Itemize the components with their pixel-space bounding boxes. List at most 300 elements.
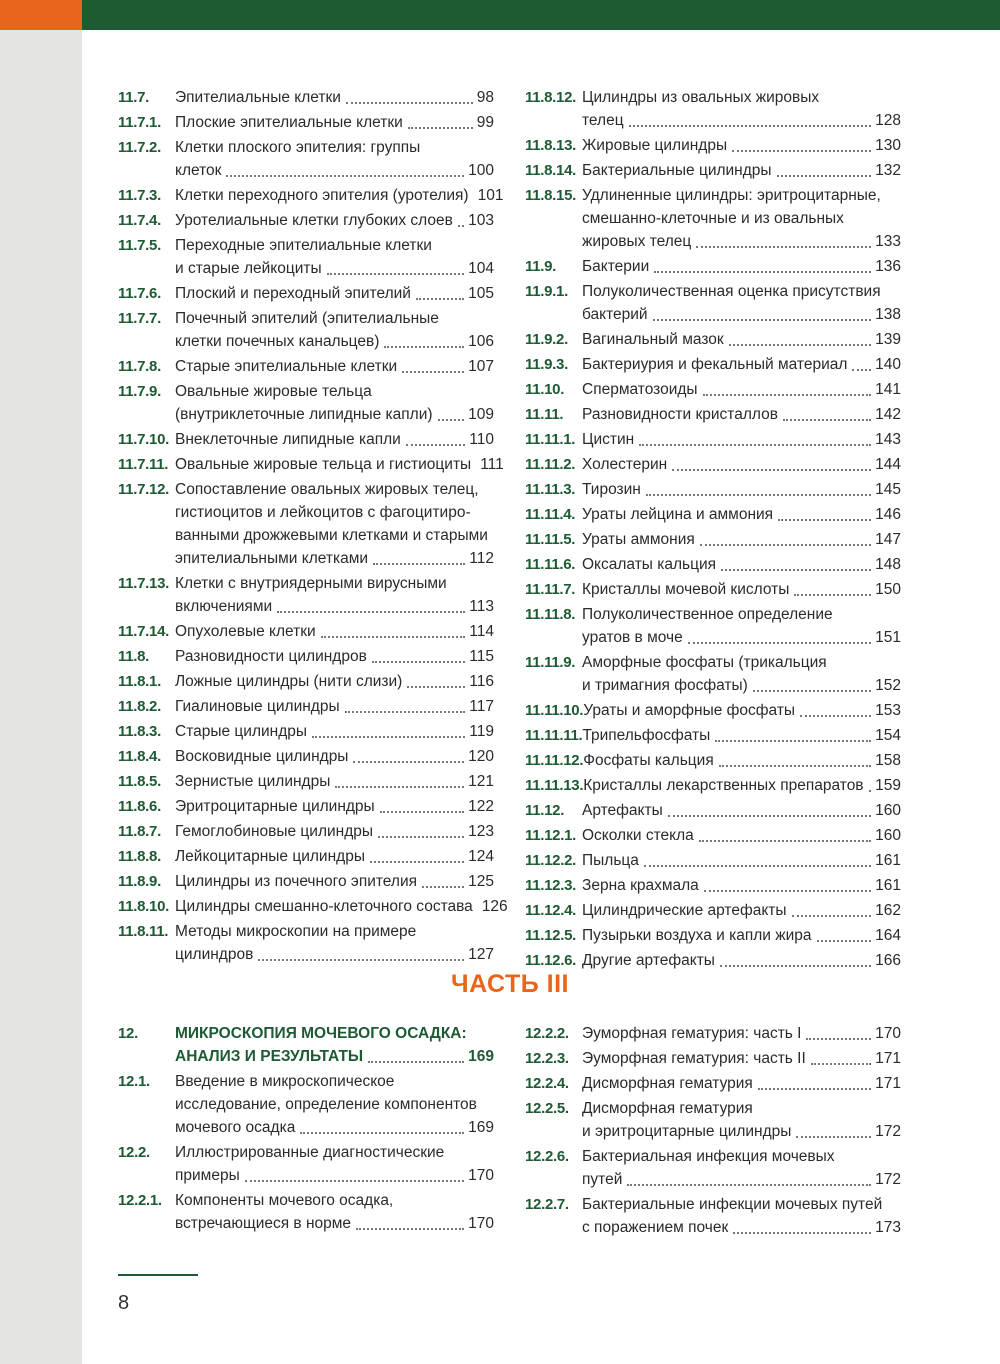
toc-entry-number: 11.12.3. xyxy=(525,877,576,894)
toc-entry-title: Бактерии xyxy=(582,258,650,275)
dot-leader xyxy=(729,343,871,346)
toc-entry[interactable] xyxy=(525,924,901,947)
toc-entry-number: 11.8.7. xyxy=(118,823,161,840)
toc-entry-lastline xyxy=(175,745,494,768)
toc-entry-lastline xyxy=(582,353,901,376)
toc-entry-number: 11.7.4. xyxy=(118,212,161,229)
top-green-band xyxy=(82,0,1000,30)
toc-page-number: 145 xyxy=(875,481,901,498)
toc-entry-lastline xyxy=(175,943,494,966)
toc-page-number: 120 xyxy=(468,748,494,765)
toc-page-number: 158 xyxy=(875,752,901,769)
toc-entry[interactable] xyxy=(525,453,901,476)
toc-entry[interactable] xyxy=(118,355,494,378)
toc-page-number: 161 xyxy=(875,852,901,869)
toc-entry-number: 12.2.1. xyxy=(118,1192,162,1209)
toc-entry-text xyxy=(175,820,494,843)
toc-entry[interactable] xyxy=(525,403,901,426)
toc-entry[interactable] xyxy=(525,724,901,747)
toc-page-number: 170 xyxy=(468,1215,494,1232)
toc-entry[interactable] xyxy=(525,528,901,551)
toc-entry-title: Зернистые цилиндры xyxy=(175,773,331,790)
dot-leader xyxy=(753,689,871,692)
toc-entry-text xyxy=(175,1022,494,1068)
toc-page-number: 133 xyxy=(875,233,901,250)
toc-entry-title: Ложные цилиндры (нити слизи) xyxy=(175,673,403,690)
toc-entry-number: 11.8.9. xyxy=(118,873,161,890)
toc-entry-lastline xyxy=(582,230,901,253)
toc-entry-line: Бактериальные инфекции мочевых путей xyxy=(582,1196,883,1213)
dot-leader xyxy=(869,789,872,792)
toc-entry-number: 11.10. xyxy=(525,381,565,398)
toc-entry-number: 11.11.8. xyxy=(525,606,576,623)
toc-entry-title: Бактериурия и фекальный материал xyxy=(582,356,848,373)
toc-entry[interactable] xyxy=(525,478,901,501)
toc-page-number: 169 xyxy=(468,1119,494,1136)
dot-leader xyxy=(384,345,464,348)
toc-entry-number: 11.8.2. xyxy=(118,698,161,715)
dot-leader xyxy=(300,1131,464,1134)
toc-entry-number: 11.9.3. xyxy=(525,356,568,373)
toc-entry-text xyxy=(175,234,494,280)
toc-entry-number: 12.2.4. xyxy=(525,1075,569,1092)
toc-entry-text xyxy=(582,159,901,182)
toc-page-number: 139 xyxy=(875,331,901,348)
dot-leader xyxy=(644,864,871,867)
dot-leader xyxy=(335,785,464,788)
toc-entry-title: Вагинальный мазок xyxy=(582,331,724,348)
toc-entry[interactable] xyxy=(525,874,901,897)
toc-entry[interactable] xyxy=(118,1141,494,1187)
toc-entry[interactable] xyxy=(525,824,901,847)
toc-entry[interactable] xyxy=(118,1189,494,1235)
toc-entry-title: Бактериальные цилиндры xyxy=(582,162,772,179)
toc-entry[interactable] xyxy=(525,1097,901,1143)
toc-entry[interactable] xyxy=(525,184,901,253)
toc-page-number: 148 xyxy=(875,556,901,573)
toc-entry-lastline xyxy=(582,824,901,847)
toc-entry[interactable] xyxy=(118,770,494,793)
toc-entry-text xyxy=(582,899,901,922)
toc-entry[interactable] xyxy=(525,134,901,157)
toc-entry-text xyxy=(175,870,494,893)
toc-entry-number: 11.11.6. xyxy=(525,556,576,573)
footer-rule xyxy=(118,1274,198,1276)
toc-entry-text xyxy=(582,184,901,253)
toc-entry-line: Клетки плоского эпителия: группы xyxy=(175,139,421,156)
toc-entry-title: Цилиндры из почечного эпителия xyxy=(175,873,418,890)
toc-entry-text xyxy=(175,745,494,768)
toc-entry[interactable] xyxy=(118,720,494,743)
toc-entry-text xyxy=(582,328,901,351)
toc-entry-title: Оксалаты кальция xyxy=(582,556,717,573)
toc-entry[interactable] xyxy=(118,695,494,718)
toc-page-number: 105 xyxy=(468,285,494,302)
toc-entry-lastline xyxy=(582,799,901,822)
toc-entry-number: 11.8.13. xyxy=(525,137,576,154)
toc-entry-number: 11.7.14. xyxy=(118,623,169,640)
toc-entry-title: примеры xyxy=(175,1167,240,1184)
dot-leader xyxy=(370,860,464,863)
toc-entry-title: Внеклеточные липидные капли xyxy=(175,431,401,448)
toc-entry[interactable] xyxy=(525,503,901,526)
toc-page-number: 172 xyxy=(875,1123,901,1140)
toc-entry[interactable] xyxy=(525,799,901,822)
toc-page-number: 159 xyxy=(875,777,901,794)
toc-entry-lastline xyxy=(582,453,901,476)
toc-entry-line: исследование, определение компонентов xyxy=(175,1096,477,1113)
dot-leader xyxy=(704,889,871,892)
toc-entry-lastline xyxy=(582,578,901,601)
toc-page-number: 115 xyxy=(469,648,494,665)
toc-page-number: 170 xyxy=(875,1025,901,1042)
toc-entry[interactable] xyxy=(525,949,901,972)
toc-entry-number: 11.7.1. xyxy=(118,114,161,131)
toc-entry[interactable] xyxy=(118,184,504,207)
toc-entry[interactable] xyxy=(525,1193,901,1239)
toc-entry[interactable] xyxy=(118,845,494,868)
toc-entry[interactable] xyxy=(525,651,901,697)
toc-entry[interactable] xyxy=(118,453,504,476)
toc-entry-text xyxy=(175,136,494,182)
toc-entry-line: Дисморфная гематурия xyxy=(582,1100,753,1117)
toc-entry[interactable] xyxy=(118,795,494,818)
toc-page-number: 99 xyxy=(476,114,494,131)
toc-page-number: 141 xyxy=(875,381,901,398)
toc-entry-number: 11.11.7. xyxy=(525,581,576,598)
toc-entry-number: 11.11.2. xyxy=(525,456,576,473)
toc-entry[interactable] xyxy=(118,282,494,305)
toc-entry[interactable] xyxy=(525,1072,901,1095)
toc-entry[interactable] xyxy=(118,380,494,426)
toc-page-number: 160 xyxy=(875,827,901,844)
toc-entry[interactable] xyxy=(525,1047,901,1070)
toc-entry-title: и тримагния фосфаты) xyxy=(582,677,748,694)
toc-entry[interactable] xyxy=(118,572,494,618)
toc-entry-title: Кристаллы мочевой кислоты xyxy=(582,581,790,598)
toc-entry-title: Клетки переходного эпителия (уротелия) xyxy=(175,187,469,204)
toc-entry-text xyxy=(582,949,901,972)
toc-entry-title: бактерий xyxy=(582,306,648,323)
toc-entry[interactable] xyxy=(118,111,494,134)
toc-entry-number: 11.8.3. xyxy=(118,723,161,740)
toc-entry-number: 11.11.5. xyxy=(525,531,576,548)
toc-entry-title: уратов в моче xyxy=(582,629,683,646)
toc-page-number: 140 xyxy=(875,356,901,373)
toc-entry-line: Цилиндры из овальных жировых xyxy=(582,89,820,106)
toc-entry-text xyxy=(175,111,494,134)
toc-entry[interactable] xyxy=(525,1022,901,1045)
toc-entry[interactable] xyxy=(525,378,901,401)
dot-leader xyxy=(226,174,464,177)
toc-entry[interactable] xyxy=(118,670,494,693)
toc-entry[interactable] xyxy=(118,234,494,280)
toc-entry-number: 11.11.12. xyxy=(525,752,584,769)
toc-entry-title: Другие артефакты xyxy=(582,952,715,969)
toc-entry-number: 11.8.4. xyxy=(118,748,161,765)
toc-entry-text xyxy=(582,453,901,476)
toc-entry-number: 11.8.5. xyxy=(118,773,161,790)
toc-page-number: 169 xyxy=(468,1048,494,1065)
toc-entry-text xyxy=(175,845,494,868)
toc-entry-title: Эуморфная гематурия: часть II xyxy=(582,1050,806,1067)
toc-entry[interactable] xyxy=(525,428,901,451)
toc-entry[interactable] xyxy=(118,1022,494,1068)
dot-leader xyxy=(719,764,871,767)
toc-entry[interactable] xyxy=(118,86,494,109)
part3-column-right xyxy=(525,1022,901,1241)
toc-entry-number: 11.12.6. xyxy=(525,952,576,969)
toc-entry-text xyxy=(582,651,901,697)
toc-entry-lastline xyxy=(175,209,494,232)
toc-entry-lastline xyxy=(582,724,901,747)
toc-entry-number: 11.11.3. xyxy=(525,481,576,498)
toc-entry[interactable] xyxy=(118,645,494,668)
toc-entry-lastline xyxy=(175,403,494,426)
toc-entry-lastline xyxy=(582,528,901,551)
toc-entry-number: 12.1. xyxy=(118,1073,150,1090)
toc-page-number: 101 xyxy=(477,187,504,204)
dot-leader xyxy=(408,126,473,129)
toc-entry-line: Сопоставление овальных жировых телец, xyxy=(175,481,479,498)
toc-entry-lastline xyxy=(582,849,901,872)
toc-page-number: 119 xyxy=(469,723,494,740)
toc-entry-lastline xyxy=(175,845,494,868)
dot-leader xyxy=(639,443,871,446)
dot-leader xyxy=(783,418,871,421)
toc-entry[interactable] xyxy=(118,870,494,893)
toc-page-number: 154 xyxy=(875,727,901,744)
toc-entry-lastline xyxy=(582,303,901,326)
toc-entry-line: смешанно-клеточные и из овальных xyxy=(582,210,844,227)
dot-leader xyxy=(696,245,871,248)
toc-entry-lastline xyxy=(175,670,494,693)
toc-entry-lastline xyxy=(582,949,901,972)
toc-entry[interactable] xyxy=(118,895,508,918)
toc-entry-number: 11.12.4. xyxy=(525,902,576,919)
toc-entry-text xyxy=(582,478,901,501)
toc-entry-title: Старые цилиндры xyxy=(175,723,308,740)
toc-entry-lastline xyxy=(583,699,901,722)
toc-entry[interactable] xyxy=(118,820,494,843)
toc-page-number: 126 xyxy=(481,898,508,915)
dot-leader xyxy=(796,1135,871,1138)
toc-entry-lastline xyxy=(582,503,901,526)
toc-page-number: 144 xyxy=(875,456,901,473)
toc-entry-text xyxy=(582,134,901,157)
toc-entry-number: 11.11.11. xyxy=(525,727,583,744)
toc-entry-lastline xyxy=(175,111,494,134)
toc-entry[interactable] xyxy=(118,920,494,966)
toc-entry[interactable] xyxy=(118,620,494,643)
toc-entry-title: Осколки стекла xyxy=(582,827,694,844)
dot-leader xyxy=(346,101,473,104)
toc-entry-number: 11.9.1. xyxy=(525,283,568,300)
toc-entry-text xyxy=(582,86,901,132)
toc-entry[interactable] xyxy=(525,280,901,326)
toc-entry-title: Холестерин xyxy=(582,456,668,473)
toc-entry-line: Бактериальная инфекция мочевых xyxy=(582,1148,835,1165)
toc-page-number: 160 xyxy=(875,802,901,819)
toc-entry-number: 12.2.6. xyxy=(525,1148,569,1165)
toc-entry-lastline xyxy=(582,553,901,576)
toc-entry-number: 11.11.1. xyxy=(525,431,576,448)
toc-entry-text xyxy=(582,403,901,426)
toc-page-number: 100 xyxy=(468,162,494,179)
toc-entry[interactable] xyxy=(525,849,901,872)
toc-entry-lastline xyxy=(175,257,494,280)
toc-entry-lastline xyxy=(175,428,494,451)
toc-entry-text xyxy=(582,799,901,822)
toc-entry-line: Аморфные фосфаты (трикальция xyxy=(582,654,827,671)
dot-leader xyxy=(721,568,871,571)
dot-leader xyxy=(378,835,464,838)
toc-entry-text xyxy=(175,670,494,693)
toc-entry[interactable] xyxy=(525,899,901,922)
toc-page-number: 114 xyxy=(469,623,494,640)
toc-entry-text xyxy=(582,378,901,401)
toc-entry[interactable] xyxy=(118,136,494,182)
part-heading: ЧАСТЬ III xyxy=(451,970,569,998)
toc-page-number: 150 xyxy=(875,581,901,598)
toc-entry-text xyxy=(175,645,494,668)
toc-entry-text xyxy=(175,695,494,718)
toc-entry[interactable] xyxy=(525,255,901,278)
toc-entry-title: Старые эпителиальные клетки xyxy=(175,358,398,375)
dot-leader xyxy=(345,710,466,713)
toc-entry[interactable] xyxy=(525,603,901,649)
dot-leader xyxy=(458,224,464,227)
toc-entry-title: Плоский и переходный эпителий xyxy=(175,285,411,302)
toc-entry-number: 11.9.2. xyxy=(525,331,568,348)
dot-leader xyxy=(373,562,465,565)
toc-entry-lastline xyxy=(175,820,494,843)
toc-entry-title: Эритроцитарные цилиндры xyxy=(175,798,375,815)
toc-entry-text xyxy=(582,924,901,947)
toc-entry-title: Пыльца xyxy=(582,852,639,869)
dot-leader xyxy=(422,885,464,888)
toc-entry[interactable] xyxy=(525,1145,901,1191)
toc-entry-text xyxy=(175,1141,494,1187)
toc-entry-text xyxy=(175,920,494,966)
toc-entry-line: Полуколичественное определение xyxy=(582,606,833,623)
toc-entry[interactable] xyxy=(525,774,901,797)
toc-entry-lastline xyxy=(175,453,504,476)
dot-leader xyxy=(356,1227,464,1230)
toc-entry-lastline xyxy=(175,1116,494,1139)
toc-entry-line: Почечный эпителий (эпителиальные xyxy=(175,310,439,327)
toc-page-number: 171 xyxy=(875,1075,901,1092)
toc-entry-title: и старые лейкоциты xyxy=(175,260,322,277)
toc-entry-lastline xyxy=(582,1022,901,1045)
toc-entry-text xyxy=(582,553,901,576)
toc-entry[interactable] xyxy=(525,699,901,722)
toc-entry-text xyxy=(175,895,508,918)
toc-entry-lastline xyxy=(582,674,901,697)
toc-entry-title: Ураты и аморфные фосфаты xyxy=(583,702,796,719)
toc-page-number: 143 xyxy=(875,431,901,448)
toc-entry-lastline xyxy=(582,1120,901,1143)
toc-entry-text xyxy=(175,307,494,353)
toc-entry-title: цилиндров xyxy=(175,946,254,963)
toc-entry-lastline xyxy=(582,159,901,182)
toc-page-number: 107 xyxy=(468,358,494,375)
toc-entry[interactable] xyxy=(118,307,494,353)
toc-entry-lastline xyxy=(175,645,494,668)
toc-entry[interactable] xyxy=(525,553,901,576)
toc-entry-number: 11.12.5. xyxy=(525,927,576,944)
dot-leader xyxy=(792,914,872,917)
toc-entry-lastline xyxy=(582,134,901,157)
toc-entry-lastline xyxy=(582,874,901,897)
toc-entry-text xyxy=(175,453,504,476)
toc-entry-number: 11.7.10. xyxy=(118,431,169,448)
toc-entry-number: 12. xyxy=(118,1025,138,1042)
toc-entry-text xyxy=(175,720,494,743)
toc-entry[interactable] xyxy=(525,749,901,772)
toc-entry[interactable] xyxy=(118,478,494,570)
toc-entry-text xyxy=(582,255,901,278)
toc-entry[interactable] xyxy=(525,86,901,132)
dot-leader xyxy=(715,739,871,742)
toc-entry[interactable] xyxy=(118,428,494,451)
toc-page-number: 106 xyxy=(468,333,494,350)
toc-entry-lastline xyxy=(175,1164,494,1187)
dot-leader xyxy=(699,839,871,842)
toc-page-number: 147 xyxy=(875,531,901,548)
toc-entry[interactable] xyxy=(525,328,901,351)
toc-entry-title: встречающиеся в норме xyxy=(175,1215,352,1232)
toc-entry-lastline xyxy=(175,770,494,793)
toc-entry-line: Овальные жировые тельца xyxy=(175,383,372,400)
toc-entry-text xyxy=(175,282,494,305)
toc-page-number: 173 xyxy=(875,1219,901,1236)
toc-entry-lastline xyxy=(582,403,901,426)
toc-entry-text xyxy=(175,770,494,793)
toc-entry-title: Лейкоцитарные цилиндры xyxy=(175,848,365,865)
toc-entry-text xyxy=(582,353,901,376)
toc-entry[interactable] xyxy=(118,209,494,232)
toc-entry-number: 11.7.6. xyxy=(118,285,161,302)
dot-leader xyxy=(668,814,871,817)
toc-entry-text xyxy=(583,749,901,772)
toc-entry-number: 12.2. xyxy=(118,1144,150,1161)
toc-entry-title: Разновидности кристаллов xyxy=(582,406,778,423)
toc-entry[interactable] xyxy=(118,1070,494,1139)
toc-entry-number: 11.8.12. xyxy=(525,89,576,106)
toc-entry-text xyxy=(582,280,901,326)
toc-entry[interactable] xyxy=(525,159,901,182)
toc-entry[interactable] xyxy=(118,745,494,768)
toc-entry-lastline xyxy=(175,620,494,643)
dot-leader xyxy=(732,149,871,152)
toc-page-number: 123 xyxy=(468,823,494,840)
dot-leader xyxy=(407,685,465,688)
toc-entry-lastline xyxy=(583,749,901,772)
toc-entry-text xyxy=(582,824,901,847)
toc-entry-title: клеток xyxy=(175,162,222,179)
toc-entry-number: 11.7.12. xyxy=(118,481,169,498)
toc-entry-line: гистиоцитов и лейкоцитов с фагоцитиро- xyxy=(175,504,471,521)
toc-entry[interactable] xyxy=(525,578,901,601)
toc-entry-lastline xyxy=(582,109,901,132)
toc-page-number: 110 xyxy=(469,431,494,448)
toc-entry-number: 11.7.3. xyxy=(118,187,161,204)
dot-leader xyxy=(794,593,871,596)
toc-entry[interactable] xyxy=(525,353,901,376)
toc-page-number: 116 xyxy=(469,673,494,690)
toc-entry-number: 12.2.3. xyxy=(525,1050,569,1067)
